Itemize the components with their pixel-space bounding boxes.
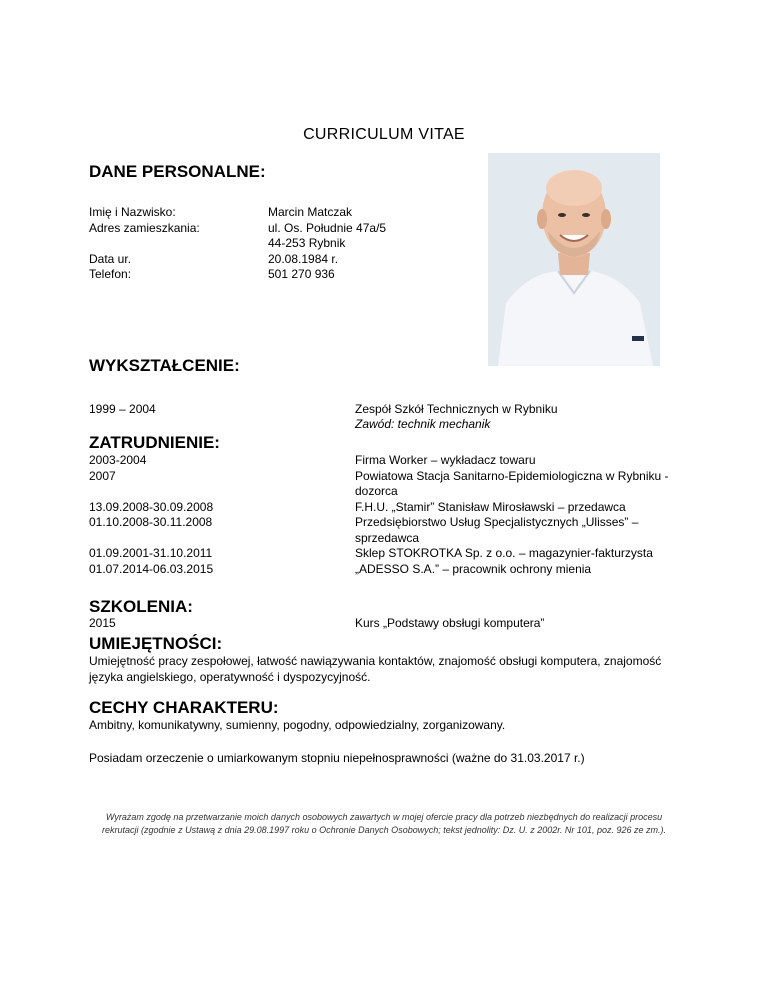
education-profession: Zawód: technik mechanik [355,417,491,431]
skills-text: Umiejętność pracy zespołowej, łatwość nawiązywania kontaktów, znajomość obsługi komputera, znajomość języka angielskiego, operatywność i dyspozycyjność. [89,654,662,684]
education-heading: WYKSZTAŁCENIE: [89,356,240,375]
training-heading: SZKOLENIA: [89,597,193,616]
training-course: Kurs „Podstawy obsługi komputera” [355,616,545,630]
disability-note: Posiadam orzeczenie o umiarkowanym stopniu niepełnosprawności (ważne do 31.03.2017 r.) [89,751,585,765]
employment-heading: ZATRUDNIENIE: [89,433,220,452]
training-date: 2015 [89,616,116,630]
data-consent-clause: Wyrażam zgodę na przetwarzanie moich danych osobowych zawartych w mojej ofercie pracy dla potrzeb niezbędnych do realizacji procesu rekrutacji (zgodnie z Ustawą z dnia 29.08.1997 roku o Ochronie Danych Osobowych; tekst jednolity: Dz. U. z 2002r. Nr 101, poz. 926 ze zm.). [102,812,666,835]
skills-heading: UMIEJĘTNOŚCI: [89,634,223,653]
document-title: CURRICULUM VITAE [303,126,465,143]
personal-values: Marcin Matczak ul. Os. Południe 47a/5 44-253 Rybnik 20.08.1984 r. 501 270 936 [268,205,387,281]
education-school: Zespół Szkół Technicznych w Rybniku [355,402,558,416]
personal-heading: DANE PERSONALNE: [89,162,266,181]
profile-photo [488,153,660,366]
employment-dates: 2003-2004 2007 13.09.2008-30.09.2008 01.10.2008-30.11.2008 01.09.2001-31.10.2011 01.07.2014-06.03.2015 [89,453,214,576]
employment-employers: Firma Worker – wykładacz towaru Powiatowa Stacja Sanitarno-Epidemiologiczna w Rybniku - dozorca F.H.U. „Stamir” Stanisław Mirosławski – przedawca Przedsiębiorstwo Usług Specjalistycznych „Ulisses” – sprzedawca Sklep STOKROTKA Sp. z o.o. – magazynier-fakturzysta „ADESSO S.A.” – pracownik ochrony mienia [355,453,669,576]
education-date: 1999 – 2004 [89,402,156,416]
traits-heading: CECHY CHARAKTERU: [89,698,279,717]
personal-labels: Imię i Nazwisko: Adres zamieszkania: Data ur. Telefon: [89,205,200,281]
traits-text: Ambitny, komunikatywny, sumienny, pogodny, odpowiedzialny, zorganizowany. [89,718,506,732]
